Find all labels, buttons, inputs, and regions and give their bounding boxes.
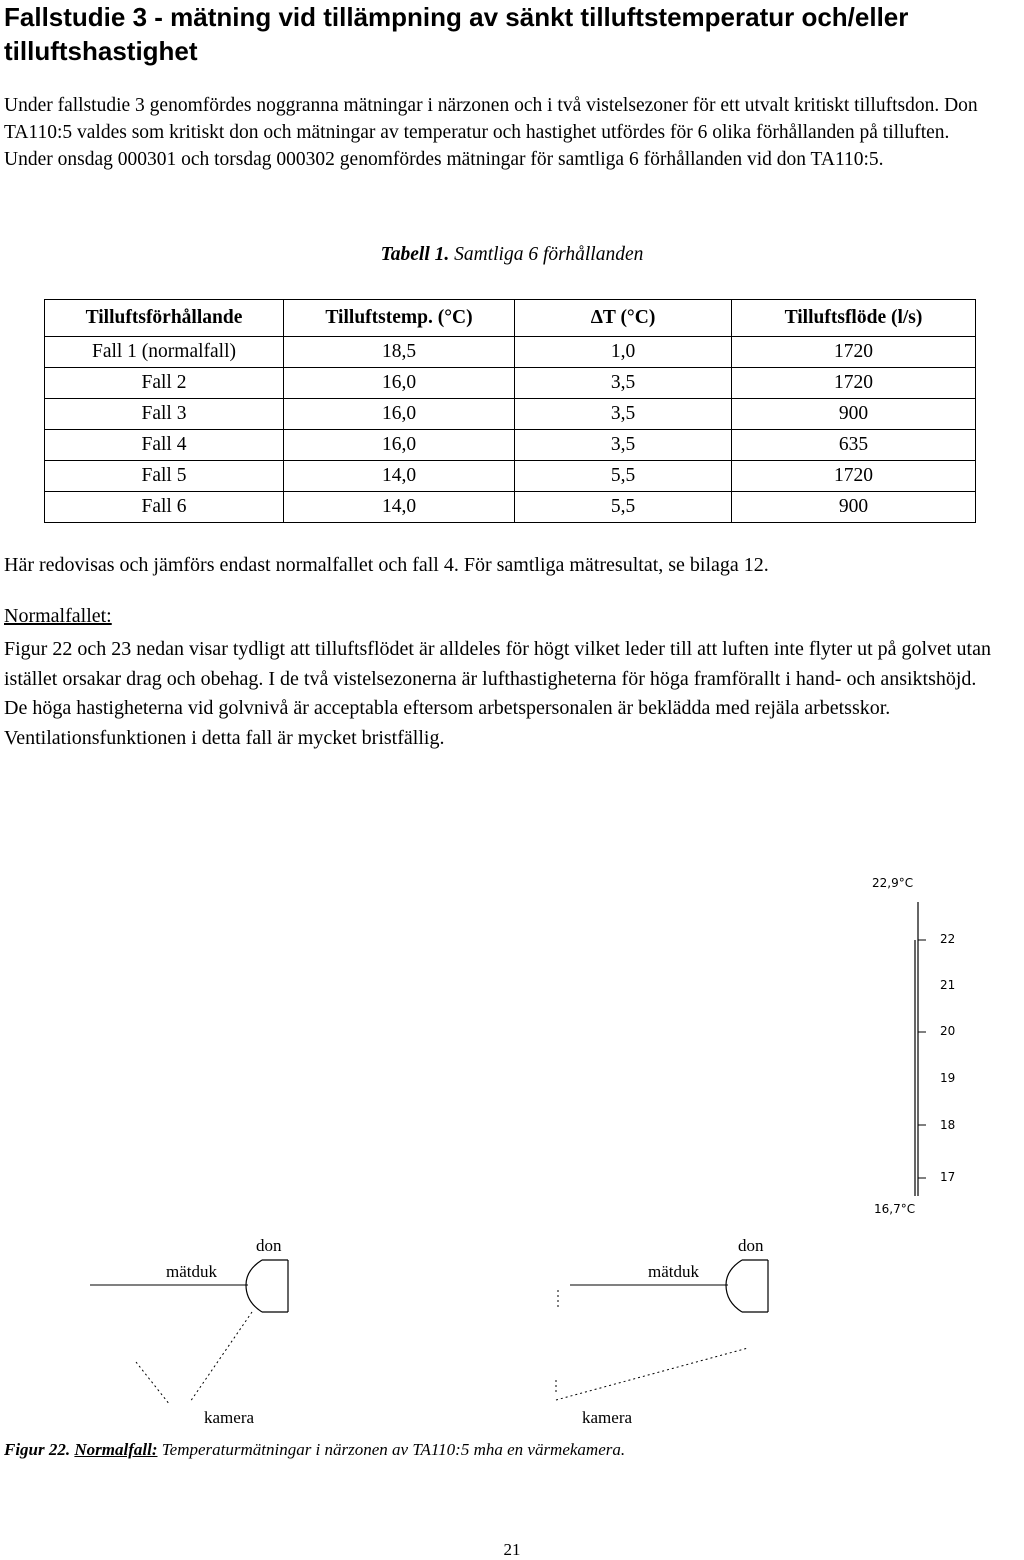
table-cell: 3,5: [515, 368, 732, 399]
table-row: [45, 368, 976, 399]
summary-text: Här redovisas och jämförs endast normalfallet och fall 4. För samtliga mätresultat, se bilaga 12.: [4, 554, 769, 576]
intro-text: [4, 92, 1004, 173]
table-row: [45, 337, 976, 368]
table-cell: Fall 2: [45, 368, 284, 399]
column-header: Tilluftsförhållande: [45, 300, 284, 337]
table-cell: 1720: [732, 461, 976, 492]
table-cell: 3,5: [515, 430, 732, 461]
table-cell: 900: [732, 492, 976, 523]
table-cell: 1720: [732, 368, 976, 399]
column-header: Tilluftstemp. (°C): [284, 300, 515, 337]
column-header: Tilluftsflöde (l/s): [732, 300, 976, 337]
table-cell: 14,0: [284, 492, 515, 523]
thermal-figure: [0, 860, 1024, 1460]
table-cell: Fall 5: [45, 461, 284, 492]
scale-tick-label: 22: [940, 932, 956, 946]
scale-tick-label: 19: [940, 1071, 956, 1085]
table-row: [45, 492, 976, 523]
supply-air-conditions-table: [44, 299, 976, 523]
table-row: [45, 461, 976, 492]
table-cell: Fall 3: [45, 399, 284, 430]
table-cell: 5,5: [515, 492, 732, 523]
table-cell: 900: [732, 399, 976, 430]
intro-paragraph-2: Under onsdag 000301 och torsdag 000302 genomfördes mätningar för samtliga 6 förhållanden vid don TA110:5.: [4, 149, 884, 170]
table-header-row: [45, 300, 976, 337]
normal-case-text: Figur 22 och 23 nedan visar tydligt att tilluftsflödet är alldeles för högt vilket leder till att luften inte flyter ut på golvet utan istället orsakar drag och obehag. I de två vistelsezonerna är lufthastigheterna för höga framförallt i hand- och ansiktshöjd. De höga hastigheterna vid golvnivå är acceptabla eftersom arbetspersonalen är beklädda med rejäla arbetsskor. Ventilationsfunktionen i detta fall är mycket bristfällig.: [4, 638, 991, 749]
table-row: [45, 399, 976, 430]
scale-min-label: 16,7°C: [874, 1202, 916, 1216]
don-label: don: [738, 1236, 764, 1255]
table-cell: 5,5: [515, 461, 732, 492]
figure-caption: [4, 1440, 625, 1460]
normal-case-label: Normalfallet:: [4, 605, 112, 627]
scale-tick-label: 20: [940, 1024, 956, 1038]
don-label: don: [256, 1236, 282, 1255]
table-row: [45, 430, 976, 461]
table-cell: 635: [732, 430, 976, 461]
kamera-label: kamera: [582, 1408, 633, 1427]
section-heading: Fallstudie 3 - mätning vid tillämpning av sänkt tilluftstemperatur och/eller tilluftshastighet: [4, 2, 909, 66]
table-cell: 16,0: [284, 399, 515, 430]
intro-paragraph: Under fallstudie 3 genomfördes noggranna mätningar i närzonen och i två vistelsezoner för ett utvalt kritiskt tilluftsdon. Don TA110:5 valdes som kritiskt don och mätningar av temperatur och hastighet utfördes för 6 olika förhållanden på tilluften.: [4, 95, 978, 143]
table-cell: 3,5: [515, 399, 732, 430]
table-cell: Fall 4: [45, 430, 284, 461]
table-caption-text: Samtliga 6 förhållanden: [454, 244, 644, 265]
matduk-label: mätduk: [166, 1262, 217, 1281]
table-cell: Fall 1 (normalfall): [45, 337, 284, 368]
matduk-label: mätduk: [648, 1262, 699, 1281]
table-caption: [0, 244, 1024, 266]
scale-max-label: 22,9°C: [872, 876, 914, 890]
temperature-scale: [915, 902, 926, 1196]
scale-tick-label: 21: [940, 978, 956, 992]
figure-caption-case: Normalfall:: [74, 1440, 158, 1459]
table-cell: 14,0: [284, 461, 515, 492]
kamera-label: kamera: [204, 1408, 255, 1427]
column-header: ΔT (°C): [515, 300, 732, 337]
table-cell: 16,0: [284, 430, 515, 461]
figure-caption-text: Temperaturmätningar i närzonen av TA110:5 mha en värmekamera.: [157, 1440, 626, 1459]
table-cell: 16,0: [284, 368, 515, 399]
figure-drawing: [0, 860, 1024, 1440]
table-cell: 1,0: [515, 337, 732, 368]
table-cell: 18,5: [284, 337, 515, 368]
scale-tick-label: 18: [940, 1118, 956, 1132]
table-cell: Fall 6: [45, 492, 284, 523]
page-number: 21: [503, 1540, 521, 1559]
table-cell: 1720: [732, 337, 976, 368]
table-caption-label: Tabell 1.: [380, 244, 450, 265]
scale-tick-label: 17: [940, 1170, 956, 1184]
figure-caption-label: Figur 22.: [4, 1440, 71, 1459]
